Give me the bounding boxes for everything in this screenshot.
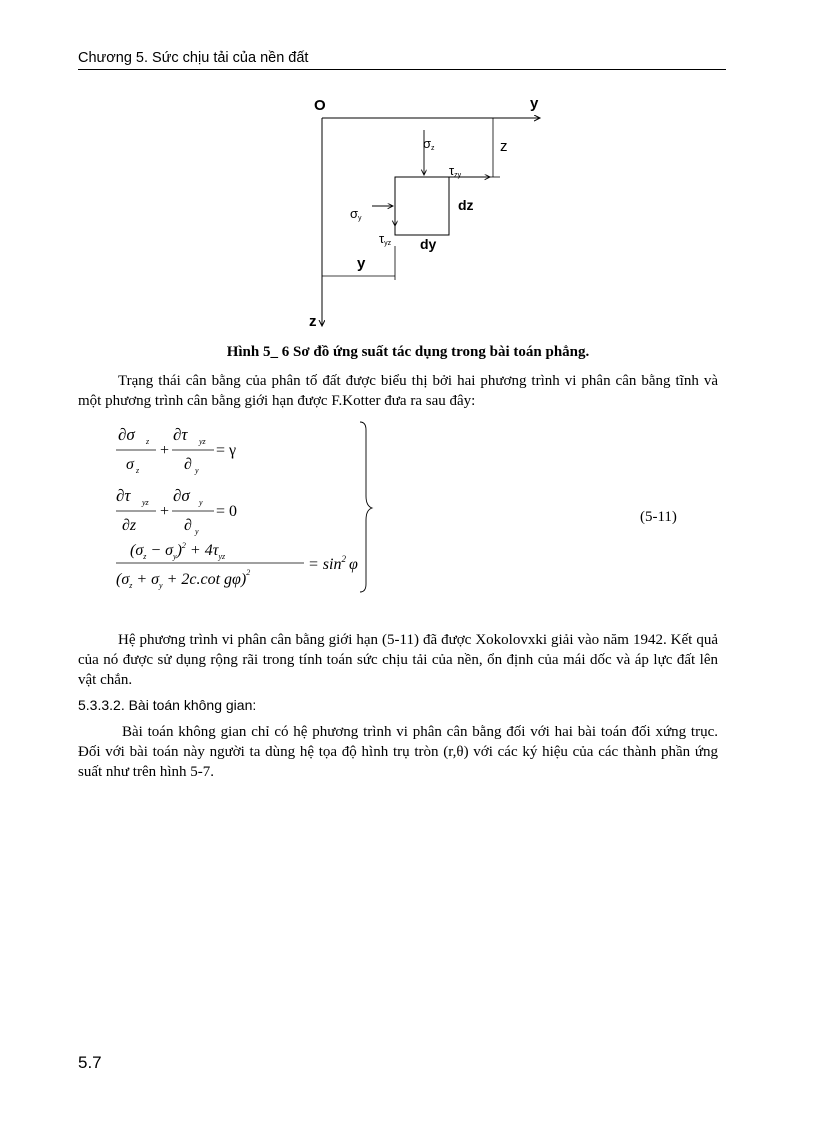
svg-text:= sin2φ: = $\sin^2 \varphi$: [308, 554, 358, 573]
eq1-rhs: = γ: [216, 442, 237, 459]
stress-diagram: [290, 90, 560, 335]
svg-text:∂z: ∂z: [122, 517, 137, 534]
svg-text:(σz − σy)2 + 4τyz: $(\sigma_z - \sigma_y)^2 + 4\tau_{yz}$: [130, 541, 226, 561]
svg-text:+: +: [160, 442, 170, 459]
eq2-rhs: = 0: [216, 503, 238, 520]
paragraph-spatial: Bài toán không gian chỉ có hệ phương trình vi phân cân bằng đối với hai bài toán đối xứng trục. Đối với bài toán này người ta dùng hệ tọa độ hình trụ tròn (r,θ) với các ký hiệu của các thành phần ứng suất như trên hình 5-7.: [78, 724, 718, 780]
svg-text:∂τ: ∂τ: [173, 425, 188, 444]
equation-system: [110, 418, 380, 598]
equation-number: (5-11): [640, 509, 677, 525]
svg-text:∂τ: ∂τ: [116, 486, 131, 505]
svg-text:∂σ: ∂σ: [173, 486, 190, 505]
dy-label: dy: [420, 236, 437, 252]
y-axis-label: y: [530, 95, 539, 112]
sigma-y-label: σy: [350, 206, 362, 222]
right-brace: [360, 422, 372, 592]
z-dim-label: z: [500, 138, 508, 155]
svg-text:+: +: [160, 503, 170, 520]
svg-text:y: y: [195, 466, 199, 475]
svg-text:y: y: [199, 498, 203, 507]
stress-diagram-svg: [290, 90, 560, 335]
page-number: 5.7: [78, 1053, 102, 1072]
z-axis-label: z: [309, 313, 317, 330]
equation-1: [116, 425, 236, 475]
svg-text:(σz + σy + 2c.cot gφ)2: ($\sigma_z + \sigma_y + 2c.\cot$ gφ)$^2$: [116, 568, 251, 590]
svg-text:yz: yz: [199, 437, 206, 446]
tau-yz-label: τyz: [379, 231, 392, 247]
figure-caption: Hình 5_ 6 Sơ đồ ứng suất tác dụng trong bài toán phẳng.: [226, 344, 590, 360]
equation-3: [116, 541, 358, 590]
paragraph-kotter: Trạng thái cân bằng của phân tố đất được biểu thị bởi hai phương trình vi phân cân bằng tĩnh và một phương trình cân bằng giới hạn được F.Kotter đưa ra sau đây:: [78, 373, 718, 409]
chapter-title: Chương 5. Sức chịu tải của nền đất: [78, 50, 309, 66]
sigma-z-label: σz: [423, 136, 435, 152]
svg-text:yz: yz: [142, 498, 149, 507]
origin-label: O: [314, 97, 326, 114]
svg-text:∂: ∂: [184, 517, 192, 534]
dz-label: dz: [458, 197, 474, 213]
svg-text:z: z: [146, 437, 150, 446]
svg-text:z: z: [136, 466, 140, 475]
svg-text:σ: σ: [126, 456, 134, 473]
svg-text:y: y: [195, 527, 199, 536]
soil-element: [395, 177, 449, 235]
equation-system-svg: [110, 418, 380, 598]
paragraph-xokolovxki: Hệ phương trình vi phân cân bằng giới hạn (5-11) đã được Xokolovxki giải vào năm 1942. Kết quả của nó được sử dụng rộng rãi trong tính toán sức chịu tải của nền, ổn định của mái dốc và áp lực đất lên vật chắn.: [78, 632, 718, 688]
tau-zy-label: τzy: [449, 163, 462, 179]
subsection-heading: 5.3.3.2. Bài toán không gian:: [78, 697, 257, 713]
equation-2: [116, 486, 237, 536]
svg-text:∂σ: ∂σ: [118, 425, 135, 444]
y-dim-label: y: [357, 255, 366, 272]
page-header: [78, 47, 726, 70]
svg-text:∂: ∂: [184, 456, 192, 473]
